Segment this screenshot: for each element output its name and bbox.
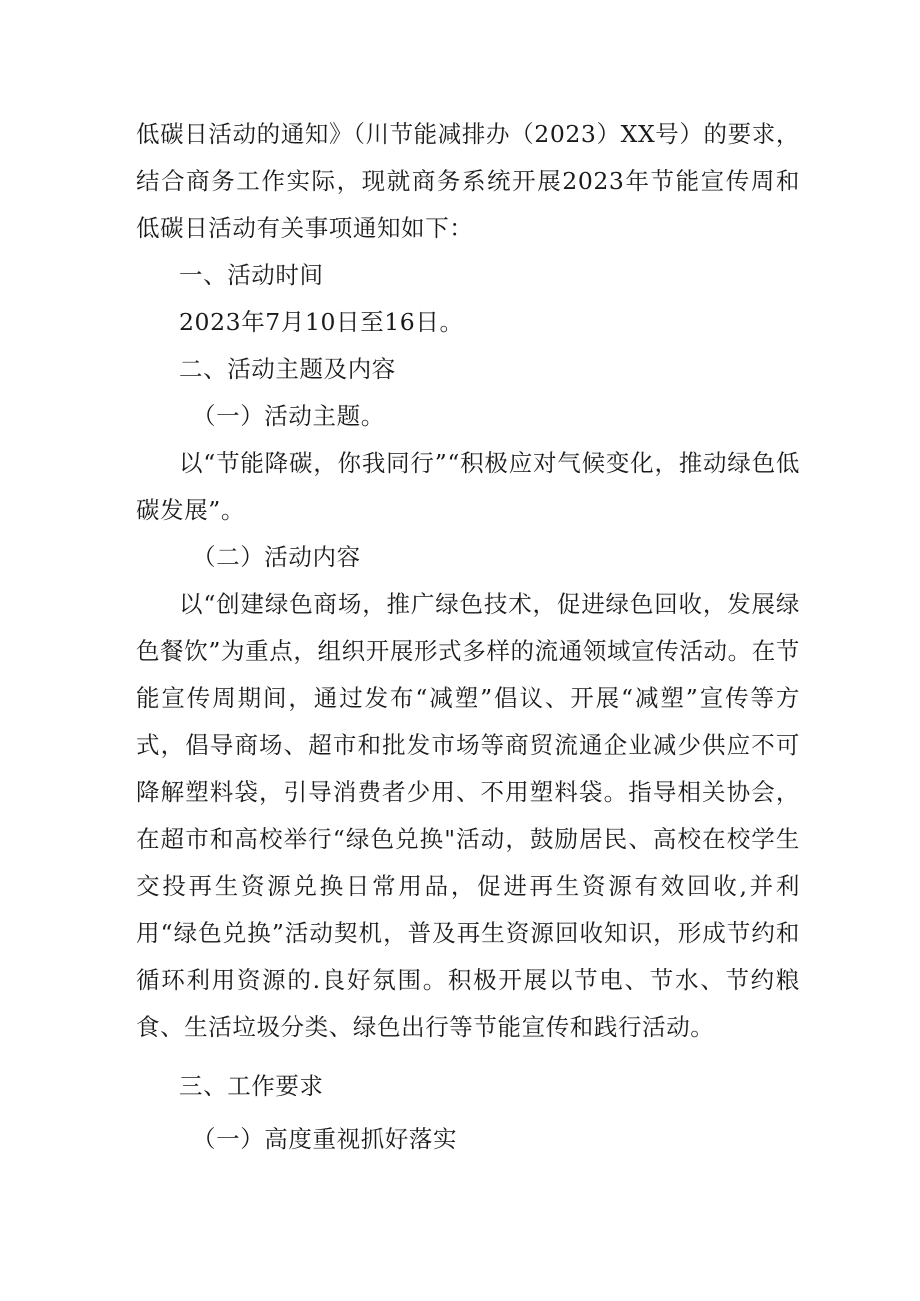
- section-heading-theme-content: 二、活动主题及内容: [179, 355, 396, 383]
- subheading-attention: （一）高度重视抓好落实: [192, 1125, 458, 1153]
- theme-paragraph: 以“节能降碳，你我同行”“积极应对气候变化，推动绿色低碳发展”。: [136, 449, 800, 524]
- subheading-theme: （一）活动主题。: [192, 402, 385, 430]
- document-body: [136, 111, 800, 1163]
- activity-time-text: 2023年7月10日至16日。: [179, 308, 464, 336]
- section-heading-requirements: 三、工作要求: [179, 1072, 324, 1100]
- subheading-content: （二）活动内容: [192, 543, 361, 571]
- content-paragraph: 以“创建绿色商场，推广绿色技术，促进绿色回收，发展绿色餐饮”为重点，组织开展形式多样的流通领域宣传活动。在节能宣传周期间，通过发布“减塑”倡议、开展“减塑”宣传等方式，倡导商场、超市和批发市场等商贸流通企业减少供应不可降解塑料袋，引导消费者少用、不用塑料袋。指导相关协会，在超市和高校举行“绿色兑换"活动，鼓励居民、高校在校学生交投再生资源兑换日常用品，促进再生资源有效回收,并利用“绿色兑换”活动契机，普及再生资源回收知识，形成节约和循环利用资源的.良好氛围。积极开展以节电、节水、节约粮食、生活垃圾分类、绿色出行等节能宣传和践行活动。: [136, 590, 800, 1041]
- section-heading-activity-time: 一、活动时间: [179, 261, 324, 289]
- intro-paragraph: 低碳日活动的通知》（川节能减排办（2023）XX号）的要求，结合商务工作实际，现就商务系统开展2023年节能宣传周和低碳日活动有关事项通知如下：: [136, 120, 800, 242]
